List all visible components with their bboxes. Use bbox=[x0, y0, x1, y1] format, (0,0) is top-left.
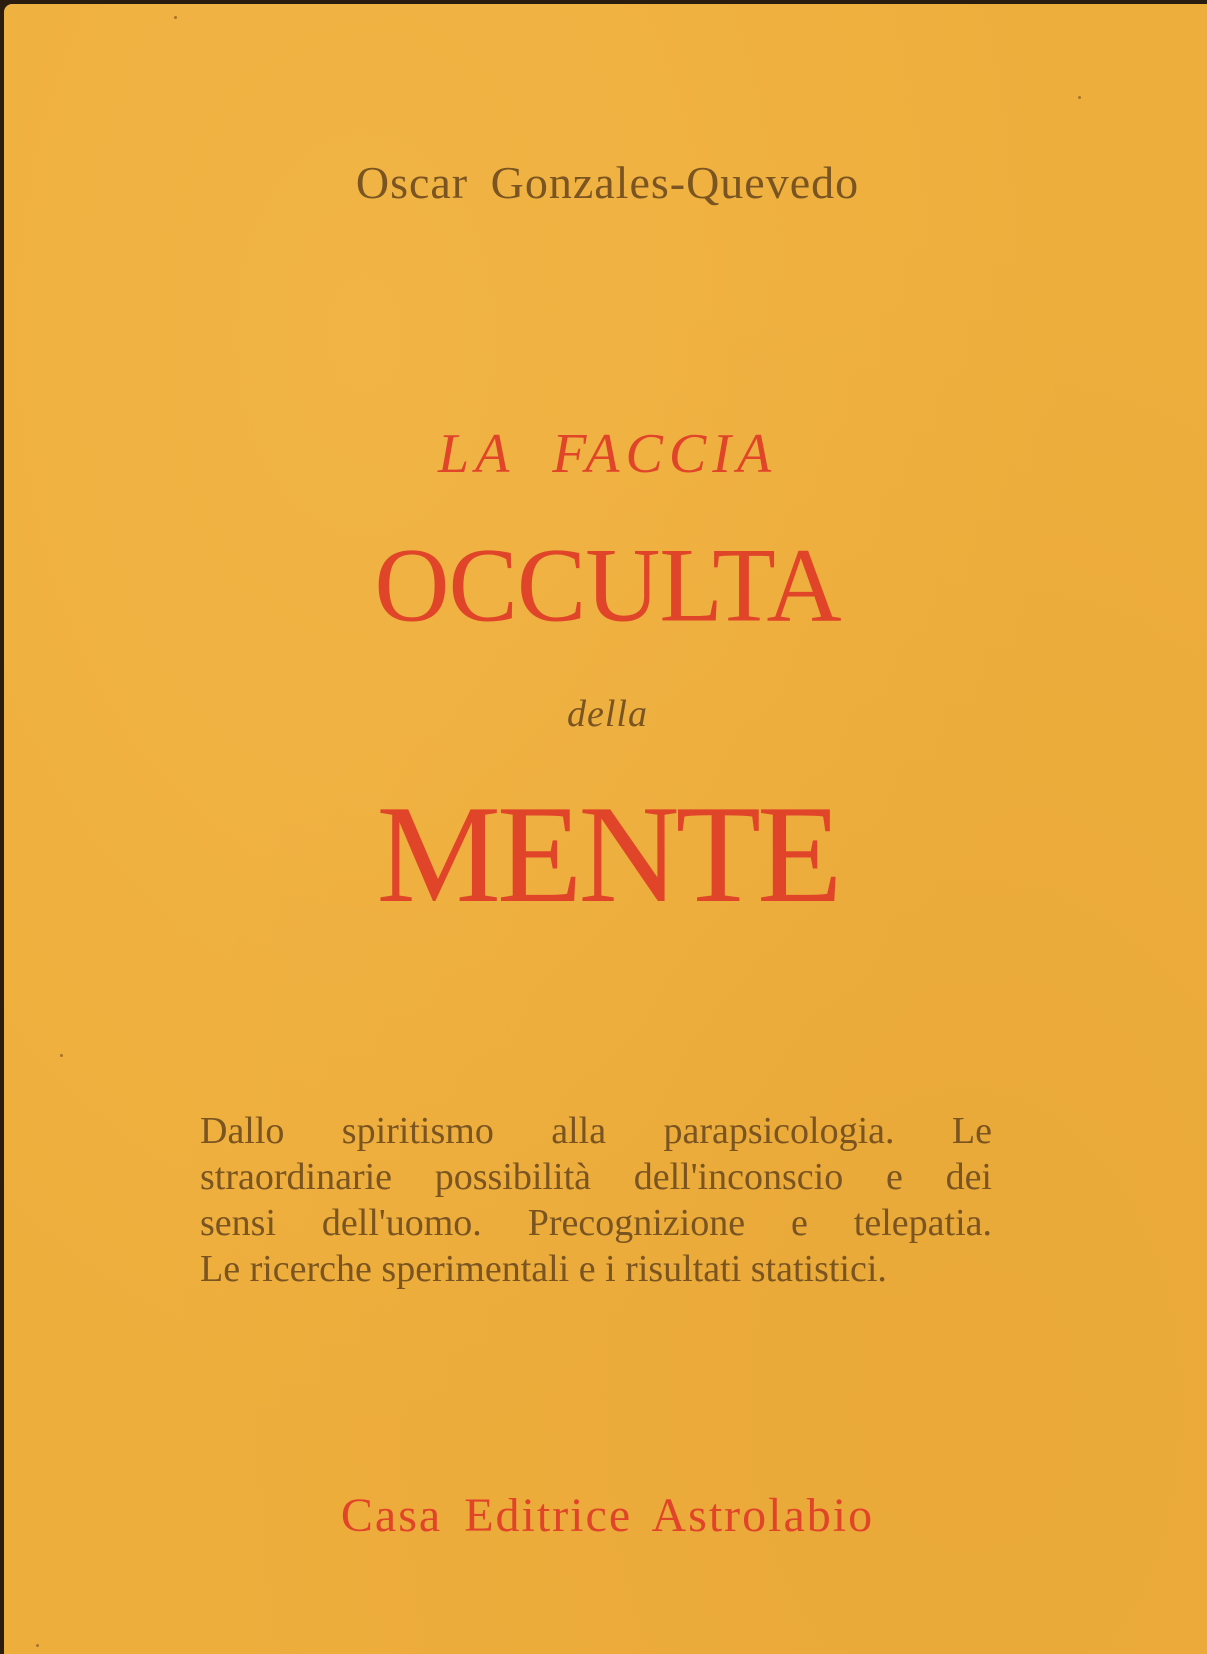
paper-speck bbox=[36, 1644, 39, 1647]
cover-blurb bbox=[200, 1108, 992, 1292]
blurb-line: straordinarie possibilità dell'inconscio e dei bbox=[200, 1156, 992, 1198]
title-line-2: MENTE bbox=[376, 777, 839, 932]
paper-speck bbox=[174, 16, 177, 19]
paper-speck bbox=[1078, 96, 1081, 99]
paper-speck bbox=[60, 1054, 63, 1057]
author-name: Oscar Gonzales-Quevedo bbox=[355, 157, 860, 208]
book-cover bbox=[4, 4, 1207, 1654]
publisher-name: Casa Editrice Astrolabio bbox=[340, 1489, 875, 1542]
title-line-1: OCCULTA bbox=[374, 526, 841, 645]
blurb-line: Dallo spiritismo alla parapsicologia. Le bbox=[200, 1110, 992, 1152]
title-conjunction: della bbox=[567, 693, 648, 735]
title-kicker: LA FACCIA bbox=[437, 423, 778, 485]
blurb-line: Le ricerche sperimentali e i risultati statistici. bbox=[200, 1248, 887, 1290]
blurb-line: sensi dell'uomo. Precognizione e telepatia. bbox=[200, 1202, 992, 1244]
